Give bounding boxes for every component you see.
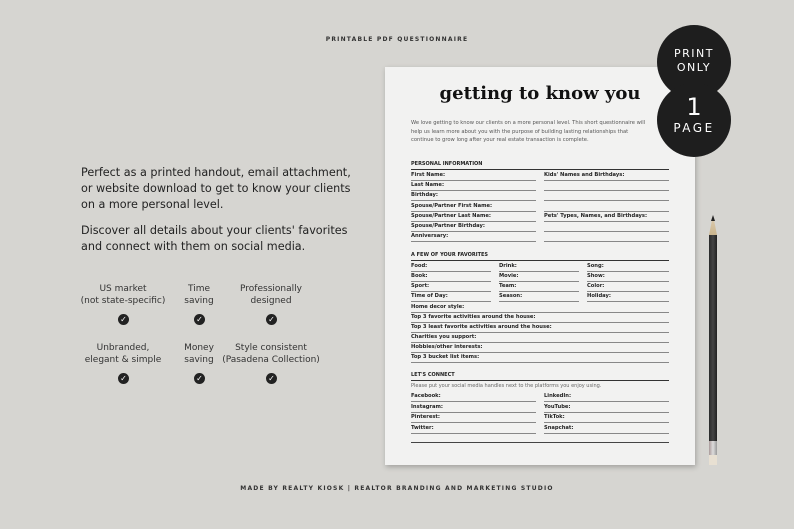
feature-line1: Unbranded, (96, 343, 150, 353)
feature-line2: (Pasadena Collection) (222, 355, 320, 365)
feature-line2: designed (250, 296, 292, 306)
check-icon: ✓ (118, 314, 129, 325)
field-row: Food: (411, 262, 491, 272)
field-row: Time of Day: (411, 292, 491, 302)
feature-line2: saving (184, 296, 214, 306)
field-row (544, 202, 669, 212)
field-row: Spouse/Partner Birthday: (411, 222, 536, 232)
description-2: Discover all details about your clients' favorites and connect with them on social media. (81, 224, 348, 253)
description-1: Perfect as a printed handout, email attachment, or website download to get to know your clients on a more personal level. (81, 166, 351, 211)
field-row: Pinterest: (411, 413, 536, 423)
field-row: Instagram: (411, 403, 536, 413)
feature-item (216, 342, 326, 366)
feature-line2: (not state-specific) (80, 296, 166, 306)
feature-line1: US market (99, 284, 147, 294)
field-row: Last Name: (411, 181, 536, 191)
field-row: Holiday: (587, 292, 669, 302)
field-row: Facebook: (411, 392, 536, 402)
field-row: Season: (499, 292, 579, 302)
field-row: Pets' Types, Names, and Birthdays: (544, 212, 669, 222)
field-row: LinkedIn: (544, 392, 669, 402)
field-row: Snapchat: (544, 424, 669, 434)
field-row (544, 232, 669, 242)
doc-title: getting to know you (439, 83, 641, 104)
bottom-rule (411, 442, 669, 443)
field-row: Top 3 bucket list items: (411, 353, 669, 363)
field-row: Book: (411, 272, 491, 282)
section-connect: LET'S CONNECT (411, 372, 669, 381)
field-row: Anniversary: (411, 232, 536, 242)
field-row: Team: (499, 282, 579, 292)
field-row: Color: (587, 282, 669, 292)
connect-intro: Please put your social media handles next to the platforms you enjoy using. (411, 383, 602, 389)
field-row: Birthday: (411, 191, 536, 201)
feature-line1: Professionally (240, 284, 302, 294)
doc-intro: We love getting to know our clients on a more personal level. This short questionnaire will help us learn more about you with the purpose of building lasting relationships that continue to grow long after your real estate transaction is complete. (411, 120, 646, 143)
field-row: Sport: (411, 282, 491, 292)
field-row: YouTube: (544, 403, 669, 413)
field-row: Spouse/Partner First Name: (411, 202, 536, 212)
check-icon: ✓ (266, 314, 277, 325)
field-row: Twitter: (411, 424, 536, 434)
feature-line2: saving (184, 355, 214, 365)
feature-item (216, 283, 326, 307)
badge-page: PAGE (673, 121, 715, 135)
field-row: Show: (587, 272, 669, 282)
badge-print: PRINT (674, 47, 714, 60)
field-row: Drink: (499, 262, 579, 272)
section-favorites: A FEW OF YOUR FAVORITES (411, 252, 669, 261)
badge-only: ONLY (676, 61, 712, 74)
check-icon: ✓ (266, 373, 277, 384)
field-row: Hobbies/other interests: (411, 343, 669, 353)
field-row: Spouse/Partner Last Name: (411, 212, 536, 222)
field-row: Home decor style: (411, 303, 669, 313)
field-row (544, 181, 669, 191)
header-label: PRINTABLE PDF QUESTIONNAIRE (325, 36, 469, 43)
field-row: Song: (587, 262, 669, 272)
field-row: Movie: (499, 272, 579, 282)
field-row: Kids' Names and Birthdays: (544, 171, 669, 181)
check-icon: ✓ (118, 373, 129, 384)
feature-line1: Style consistent (235, 343, 307, 353)
feature-line1: Time (187, 284, 211, 294)
feature-line2: elegant & simple (84, 355, 162, 365)
one-page-badge (657, 83, 731, 157)
field-row: TikTok: (544, 413, 669, 423)
check-icon: ✓ (194, 373, 205, 384)
field-row: Top 3 favorite activities around the house: (411, 313, 669, 323)
feature-line1: Money (184, 343, 214, 353)
footer-label: MADE BY REALTY KIOSK | REALTOR BRANDING AND MARKETING STUDIO (240, 485, 554, 492)
badge-number: 1 (686, 93, 702, 121)
field-row (544, 222, 669, 232)
field-row: First Name: (411, 171, 536, 181)
section-personal: PERSONAL INFORMATION (411, 161, 669, 170)
field-row: Top 3 least favorite activities around the house: (411, 323, 669, 333)
pencil-decoration (709, 215, 717, 465)
check-icon: ✓ (194, 314, 205, 325)
field-row: Charities you support: (411, 333, 669, 343)
questionnaire-document (385, 67, 695, 465)
field-row (544, 191, 669, 201)
